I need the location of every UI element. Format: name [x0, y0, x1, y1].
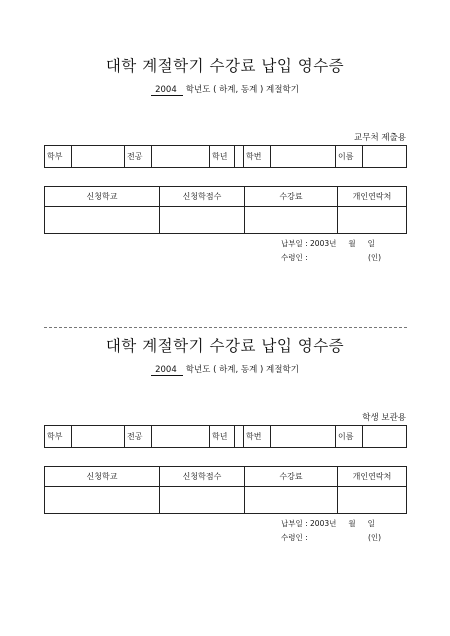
- day-label: 일: [367, 239, 375, 248]
- receiver-label: 수령인 :: [281, 253, 308, 262]
- header-school: 신청학교: [45, 187, 160, 207]
- label-grade: 학년: [210, 146, 235, 168]
- subtitle-text: 학년도 ( 하계, 동계 ) 계절학기: [185, 85, 299, 95]
- label-department: 학부: [45, 426, 72, 448]
- receiver-label: 수령인 :: [281, 533, 308, 542]
- copy-note: 학생 보관용: [362, 413, 406, 423]
- payment-date: [281, 238, 375, 249]
- header-school: 신청학교: [45, 467, 160, 487]
- label-name: 이름: [336, 146, 363, 168]
- receipt-student-copy: [0, 280, 450, 590]
- fee-value[interactable]: [245, 207, 338, 234]
- seal-mark: (인): [368, 253, 382, 262]
- grade-value[interactable]: [235, 426, 244, 448]
- label-department: 학부: [45, 146, 72, 168]
- name-value[interactable]: [363, 426, 407, 448]
- label-grade: 학년: [210, 426, 235, 448]
- header-credits: 신청학점수: [160, 187, 245, 207]
- student-id-value[interactable]: [271, 426, 336, 448]
- major-value[interactable]: [152, 146, 210, 168]
- year-field: 2004: [151, 85, 183, 96]
- label-major: 전공: [125, 426, 152, 448]
- major-value[interactable]: [152, 426, 210, 448]
- name-value[interactable]: [363, 146, 407, 168]
- contact-value[interactable]: [338, 487, 407, 514]
- department-value[interactable]: [72, 146, 125, 168]
- student-info-table: [44, 145, 407, 168]
- header-contact: 개인연락처: [338, 467, 407, 487]
- label-student-id: 학번: [244, 426, 271, 448]
- day-label: 일: [367, 519, 375, 528]
- header-contact: 개인연락처: [338, 187, 407, 207]
- header-fee: 수강료: [245, 187, 338, 207]
- receipt-title: 대학 계절학기 수강료 납입 영수증: [105, 337, 345, 355]
- receipt-subtitle: [0, 363, 450, 376]
- department-value[interactable]: [72, 426, 125, 448]
- label-student-id: 학번: [244, 146, 271, 168]
- receipt-subtitle: [0, 83, 450, 96]
- grade-value[interactable]: [235, 146, 244, 168]
- month-label: 월: [348, 239, 356, 248]
- month-label: 월: [348, 519, 356, 528]
- fee-value[interactable]: [245, 487, 338, 514]
- receipt-admin-copy: [0, 0, 450, 310]
- contact-value[interactable]: [338, 207, 407, 234]
- school-value[interactable]: [45, 207, 160, 234]
- student-info-table: [44, 425, 407, 448]
- receipt-title: 대학 계절학기 수강료 납입 영수증: [105, 57, 345, 75]
- school-value[interactable]: [45, 487, 160, 514]
- credits-value[interactable]: [160, 487, 245, 514]
- label-major: 전공: [125, 146, 152, 168]
- year-field: 2004: [151, 365, 183, 376]
- fee-table: [44, 186, 407, 234]
- header-credits: 신청학점수: [160, 467, 245, 487]
- copy-note: 교무처 제출용: [354, 133, 406, 143]
- label-name: 이름: [336, 426, 363, 448]
- payment-date: [281, 518, 375, 529]
- credits-value[interactable]: [160, 207, 245, 234]
- receiver-line: [281, 252, 382, 263]
- payment-date-label: 납부일 : 2003년: [281, 239, 337, 248]
- receiver-line: [281, 532, 382, 543]
- student-id-value[interactable]: [271, 146, 336, 168]
- seal-mark: (인): [368, 533, 382, 542]
- header-fee: 수강료: [245, 467, 338, 487]
- payment-date-label: 납부일 : 2003년: [281, 519, 337, 528]
- fee-table: [44, 466, 407, 514]
- subtitle-text: 학년도 ( 하계, 동계 ) 계절학기: [185, 365, 299, 375]
